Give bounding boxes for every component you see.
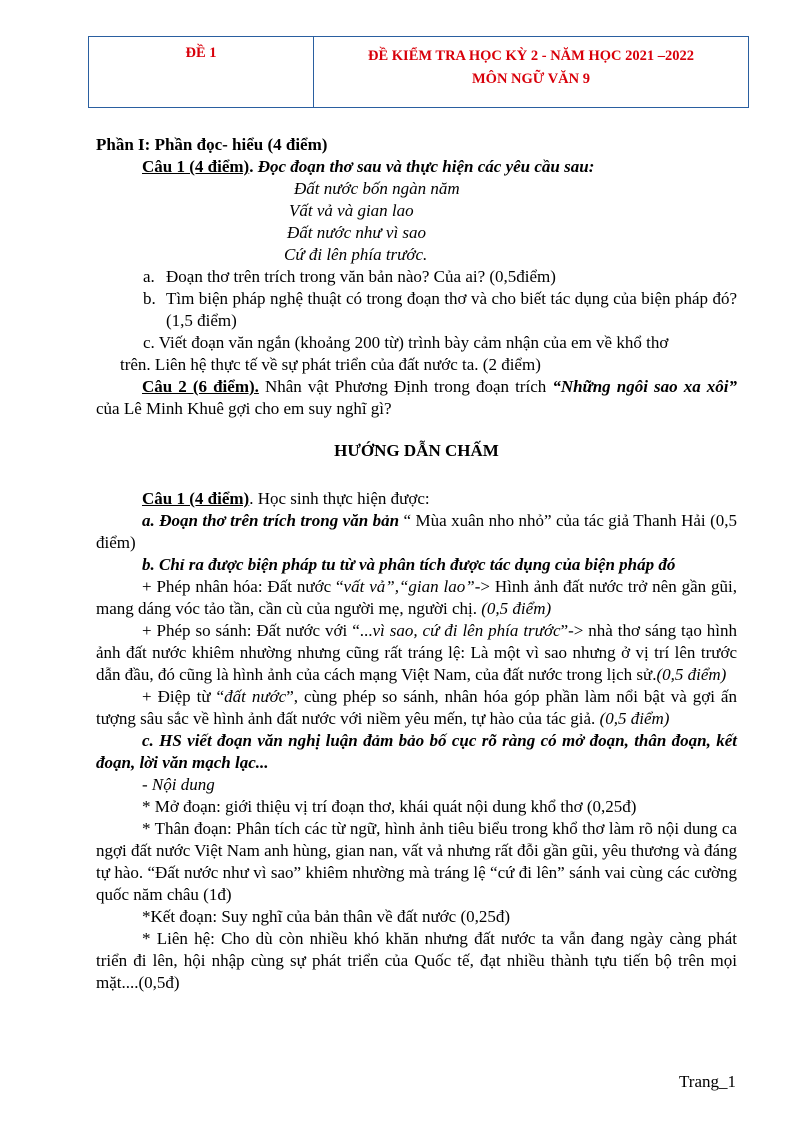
question2-text: Nhân vật Phương Định trong đoạn trích — [258, 377, 553, 396]
page-number: Trang_1 — [679, 1072, 736, 1091]
question2-work-title: “Những ngôi sao xa xôi” — [552, 377, 737, 396]
exam-title-line1: ĐỀ KIỂM TRA HỌC KỲ 2 - NĂM HỌC 2021 –2022 — [368, 48, 694, 64]
guide-b3-text: + Điệp từ “ — [142, 687, 225, 706]
question1-c-line2: trên. Liên hệ thực tế về sự phát triển của đất nước ta. (2 điểm) — [120, 355, 541, 374]
guide-c-body: * Thân đoạn: Phân tích các từ ngữ, hình ảnh tiêu biểu trong khổ thơ làm rõ nội dung ca ngợi đất nước Việt Nam anh hùng, gian nan, vất vả nhưng rất đỗi gần gũi, yêu thương và đáng tự hào. “Đất nước như vì sao” khiêm nhường mà tráng lệ “cứ đi lên” sánh vai cùng các cường quốc năm châu (1đ) — [96, 819, 737, 904]
document-body — [96, 134, 737, 994]
guide-b1-text: + Phép nhân hóa: Đất nước “ — [142, 577, 344, 596]
guide-b1-quote: vất vả”,“gian lao” — [343, 577, 475, 596]
exam-code: ĐỀ 1 — [89, 37, 314, 107]
poem-line: Vất vả và gian lao — [289, 201, 414, 220]
guide-b2-text: + Phép so sánh: Đất nước với “... — [142, 621, 373, 640]
guide-a — [96, 510, 737, 554]
question1-a — [96, 266, 737, 288]
guide-b2-quote: vì sao, cứ đi lên phía trước — [372, 621, 561, 640]
poem-line: Cứ đi lên phía trước. — [284, 245, 428, 264]
guide-b2-score: (0,5 điểm) — [656, 665, 727, 684]
guide-c-heading: c. HS viết đoạn văn nghị luận đảm bảo bố cục rõ ràng có mở đoạn, thân đoạn, kết đoạn, lời văn mạch lạc... — [96, 731, 737, 772]
guide-a-text: “ Mùa xuân nho nhỏ” của tác giả Thanh Hải (0,5 điểm) — [96, 511, 737, 552]
guide-b2 — [96, 620, 737, 686]
guide-c-conclusion: *Kết đoạn: Suy nghĩ của bản thân về đất nước (0,25đ) — [142, 907, 511, 926]
guide-b3-text-end: ”, cùng phép so sánh, nhân hóa góp phần làm nổi bật và gợi ấn tượng sâu sắc về hình ảnh đất nước với niềm yêu mến, tự hào của tác giả. — [96, 687, 737, 728]
question2 — [96, 376, 737, 420]
header-table — [88, 36, 749, 108]
guide-b1-score: (0,5 điểm) — [481, 599, 552, 618]
question1-a-text: Đoạn thơ trên trích trong văn bản nào? Của ai? (0,5điểm) — [166, 267, 556, 286]
guide-c-intro: * Mở đoạn: giới thiệu vị trí đoạn thơ, khái quát nội dung khổ thơ (0,25đ) — [142, 797, 637, 816]
list-marker: b. — [143, 289, 156, 308]
question1-b-text: Tìm biện pháp nghệ thuật có trong đoạn thơ và cho biết tác dụng của biện pháp đó? (1,5 điểm) — [166, 289, 737, 330]
guide-b-heading: b. Chỉ ra được biện pháp tu từ và phân tích được tác dụng của biện pháp đó — [142, 555, 676, 574]
guide-question1-text: . Học sinh thực hiện được: — [249, 489, 430, 508]
guide-b1-text-end: -> Hình ảnh đất nước trở nên gần gũi, mang dáng vóc tảo tần, cần cù của người mẹ, người chị. — [96, 577, 737, 618]
guide-c-relation: * Liên hệ: Cho dù còn nhiều khó khăn nhưng đất nước ta vẫn đang ngày càng phát triển đi lên, hội nhập cùng sự phát triển của Quốc tế, đạt nhiều thành tựu tiến bộ trên mọi mặt....(0,5đ) — [96, 929, 737, 992]
question1-dot: . — [249, 157, 254, 176]
exam-subject: MÔN NGỮ VĂN 9 — [471, 71, 590, 87]
exam-title — [314, 37, 748, 107]
guide-b3-quote: đất nước — [224, 687, 287, 706]
poem-line: Đất nước bốn ngàn năm — [294, 179, 460, 198]
guide-b1 — [96, 576, 737, 620]
question1-label: Câu 1 (4 điểm) — [142, 157, 250, 176]
question1 — [96, 156, 737, 178]
question2-label: Câu 2 (6 điểm). — [142, 377, 259, 396]
guide-b3 — [96, 686, 737, 730]
question1-b — [96, 288, 737, 332]
guide-a-heading: a. Đoạn thơ trên trích trong văn bản — [142, 511, 400, 530]
guide-content-label: - Nội dung — [142, 775, 215, 794]
question1-text: Đọc đoạn thơ sau và thực hiện các yêu cầu sau: — [253, 157, 595, 176]
guide-question1-label: Câu 1 (4 điểm) — [142, 489, 250, 508]
list-marker: a. — [143, 267, 155, 286]
poem-line: Đất nước như vì sao — [287, 223, 427, 242]
question2-text-end: của Lê Minh Khuê gợi cho em suy nghĩ gì? — [96, 399, 392, 418]
guide-title: HƯỚNG DẪN CHẤM — [334, 441, 499, 460]
guide-question1 — [96, 488, 737, 510]
guide-b2-text-end: ”-> nhà thơ sáng tạo hình ảnh đất nước khiêm nhường nhưng cũng rất tráng lệ: Là một vì sao nhưng ở vị trí lên trước dẫn đầu, đó cũng là hình ảnh của cách mạng Việt Nam, của đất nước trong lịch sử. — [96, 621, 737, 684]
poem — [96, 178, 737, 266]
question1-c-line1: c. Viết đoạn văn ngắn (khoảng 200 từ) trình bày cảm nhận của em về khổ thơ — [143, 333, 669, 352]
guide-b3-score: (0,5 điểm) — [599, 709, 670, 728]
part1-title: Phần I: Phần đọc- hiểu (4 điểm) — [96, 135, 328, 154]
